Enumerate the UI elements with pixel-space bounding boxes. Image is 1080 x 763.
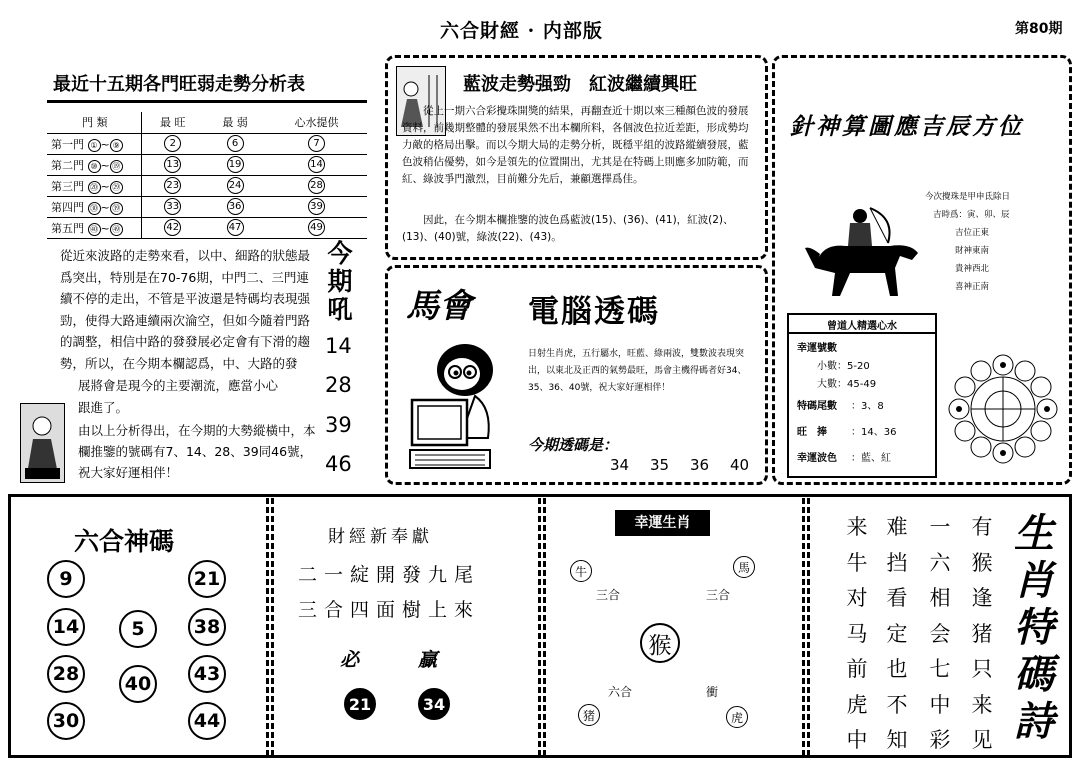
wang-label: 旺 捧: [797, 427, 827, 438]
liuhe-title: 六合神碼: [74, 527, 175, 556]
lucky-box: [787, 313, 937, 478]
cold-number: 36: [227, 198, 244, 215]
zodiac-pig: 猪: [578, 704, 600, 726]
tail-value: ：3、8: [851, 401, 884, 412]
blue-wave-recommendation: 因此，在今期本欄推鑒的波色爲藍波(15)、(36)、(41)，紅波(2)、(13)、(40)號，綠波(22)、(43)。: [402, 214, 734, 243]
fortune-line: 財神東南: [955, 246, 990, 256]
hot-number: 23: [164, 177, 181, 194]
tail-label: 特碼尾數: [797, 401, 837, 412]
shout-number: 46: [325, 452, 352, 476]
fortune-box: [772, 55, 1072, 485]
sanhe-label: 三合: [706, 588, 731, 602]
lucky-large: 大數：45-49: [817, 379, 877, 390]
range-end: ⑨: [110, 139, 123, 152]
table-row: 第三門 ⑳ ~ ㉙ 23 24 28: [47, 175, 367, 196]
zodiac-monkey: 猴: [640, 623, 680, 663]
col-header-hot: 最 旺: [141, 112, 204, 133]
liuhe-section: [14, 500, 264, 752]
liuhe-number: 9: [47, 560, 85, 598]
win-label: 贏: [418, 649, 438, 671]
analysis-conclusion: 由以上分析得出，在今期的大勢縱橫中，本欄推鑒的號碼有7、14、28、39同46號，祝大家好運相伴！: [78, 423, 316, 480]
shout-number: 28: [325, 373, 352, 397]
liuhe-number: 44: [188, 702, 226, 740]
analysis-table: [47, 112, 367, 239]
range-end: ⑲: [110, 160, 123, 173]
cold-number: 6: [227, 135, 244, 152]
computer-number: 40: [730, 456, 750, 474]
range-end: ㉙: [110, 181, 123, 194]
zodiac-title: 幸運生肖: [615, 510, 710, 536]
computer-number: 35: [650, 456, 670, 474]
poem-column: 一六相会七中彩: [929, 515, 951, 752]
finance-number: 21: [344, 688, 376, 720]
table-row: 第四門 ㉚ ~ ㊴ 33 36 39: [47, 196, 367, 217]
row-label: 第二門: [51, 158, 84, 172]
liuhe-number: 21: [188, 560, 226, 598]
liuhe-number: 30: [47, 702, 85, 740]
lucky-small: 小數：5-20: [817, 361, 870, 372]
poem-column: 有猴逢猪只来见: [971, 515, 993, 752]
issue-number: 第80期: [1015, 21, 1063, 37]
section-divider: [538, 498, 546, 756]
liuhe-number: 43: [188, 655, 226, 693]
analysis-title: 最近十五期各門旺弱走勢分析表: [53, 74, 305, 95]
hot-number: 2: [164, 135, 181, 152]
range-end: ㊾: [110, 223, 123, 236]
lucky-label: 幸運號數: [797, 343, 837, 354]
computer-title-b: 電腦透碼: [528, 294, 660, 330]
lucky-box-title: 曾道人精選心水: [827, 321, 897, 332]
deity-illustration: [20, 403, 65, 483]
range-start: ㊵: [88, 223, 101, 236]
cold-number: 19: [227, 156, 244, 173]
finance-number: 34: [418, 688, 450, 720]
range-end: ㊴: [110, 202, 123, 215]
fortune-line: 吉時爲：寅、卯、辰: [933, 210, 1010, 220]
range-start: ㉚: [88, 202, 101, 215]
shout-number: 14: [325, 334, 352, 358]
computer-label: 今期透碼是：: [528, 436, 619, 454]
col-header-cold: 最 弱: [204, 112, 266, 133]
row-label: 第四門: [51, 200, 84, 214]
poem-column: 来牛对马前虎中: [846, 515, 868, 752]
col-header-category: 門 類: [47, 112, 141, 133]
shout-number: 39: [325, 413, 352, 437]
tip-number: 39: [308, 198, 325, 215]
range-start: ①: [88, 139, 101, 152]
row-label: 第三門: [51, 179, 84, 193]
blue-wave-body: 從上一期六合彩攪珠開獎的結果，再翻查近十期以來三種顏色波的發展資料，前幾期整體的發展果然不出本欄所料，各個波色拉近差距，形成勢均力敵的格局出擊。而以今期大局的走勢分析，既穩平組的波路縱續發展，藍色波稍佔優勢，如今是領先的位置開出，尤其是在特碼上則應多加防範，而紅、綠波爭門激烈，目前難分先后，兼顧選擇爲佳。: [402, 105, 749, 185]
blue-wave-title: 藍波走勢强勁 紅波繼續興旺: [463, 74, 697, 95]
computer-text: 日射生肖虎，五行屬水，旺藍、綠兩波，雙數波表現突出，以東北及正西的氣勢最旺，馬會主機得碼者好34、35、36、40號，祝大家好運相伴！: [528, 349, 747, 393]
analysis-title-underline: [47, 100, 367, 103]
zodiac-horse: 馬: [733, 556, 755, 578]
finance-title: 財經新奉獻: [328, 527, 433, 547]
fortune-line: 貴神西北: [955, 264, 990, 274]
header-title: 六合財經 · 内部版: [440, 20, 603, 42]
horseman-illustration: [800, 188, 930, 303]
fortune-line: 今次攪珠是甲申氐除日: [925, 192, 1011, 202]
shout-title: 今期吼: [327, 239, 353, 324]
row-label: 第一門: [51, 137, 84, 151]
table-row: 第五門 ㊵ ~ ㊾ 42 47 49: [47, 217, 367, 238]
tip-number: 28: [308, 177, 325, 194]
table-row: 第二門 ⑩ ~ ⑲ 13 19 14: [47, 154, 367, 175]
computer-number: 34: [610, 456, 630, 474]
tip-number: 7: [308, 135, 325, 152]
row-label: 第五門: [51, 221, 84, 235]
sanhe-label: 三合: [596, 588, 621, 602]
zodiac-ox: 牛: [570, 560, 592, 582]
liuhe-number: 38: [188, 608, 226, 646]
tip-number: 14: [308, 156, 325, 173]
must-label: 必: [340, 649, 360, 671]
poem-column: 难挡看定也不知: [886, 515, 908, 752]
hot-number: 13: [164, 156, 181, 173]
color-label: 幸運波色: [797, 453, 837, 464]
finance-line-2: 三合四面樹上來: [298, 599, 481, 621]
col-header-tip: 心水提供: [266, 112, 367, 133]
poem-title: 生肖特碼詩: [1014, 510, 1054, 745]
computer-title-a: 馬會: [406, 286, 472, 325]
finance-line-1: 二一綻開發九尾: [298, 564, 481, 586]
analysis-paragraph-cont: 展將會是現今的主要潮流，應當小心: [78, 378, 279, 393]
section-divider: [802, 498, 810, 756]
hot-number: 33: [164, 198, 181, 215]
liuhe-number: 40: [119, 665, 157, 703]
fortune-line: 吉位正東: [955, 228, 990, 238]
section-divider: [266, 498, 274, 756]
fortune-title: 針神算圖應吉辰方位: [790, 113, 1024, 140]
computer-number: 36: [690, 456, 710, 474]
blue-wave-box: [385, 55, 768, 260]
computer-mascot-illustration: [400, 338, 520, 478]
tip-number: 49: [308, 219, 325, 236]
compass-wheel-illustration: [947, 353, 1059, 465]
cold-number: 47: [227, 219, 244, 236]
analysis-paragraph-end: 跟進了。: [78, 400, 129, 415]
liuhe-number: 5: [119, 610, 157, 648]
cold-number: 24: [227, 177, 244, 194]
color-value: ：藍、紅: [851, 453, 891, 464]
finance-section: [278, 500, 534, 752]
range-start: ⑩: [88, 160, 101, 173]
fortune-line: 喜神正南: [955, 282, 990, 292]
analysis-paragraph: 從近來波路的走勢來看，以中、細路的狀態最爲突出，特別是在70-76期，中門二、三門連續不停的走出，不管是平波還是特碼均表現强勁，使得大路連續兩次淪空，但如今隨着門路的調整，相信中路的發發展必定會有下滑的趨勢，所以，在今期本欄認爲，中、大路的發: [60, 248, 311, 371]
liuhe-number: 28: [47, 655, 85, 693]
chong-label: 衝: [706, 685, 719, 699]
wang-value: ：14、36: [851, 427, 897, 438]
liuhe-number: 14: [47, 608, 85, 646]
hot-number: 42: [164, 219, 181, 236]
zodiac-tiger: 虎: [726, 706, 748, 728]
computer-box: [385, 265, 768, 485]
zodiac-section: [550, 500, 798, 752]
table-row: 第一門 ① ~ ⑨ 2 6 7: [47, 133, 367, 154]
liuhe-label: 六合: [608, 685, 633, 699]
range-start: ⑳: [88, 181, 101, 194]
